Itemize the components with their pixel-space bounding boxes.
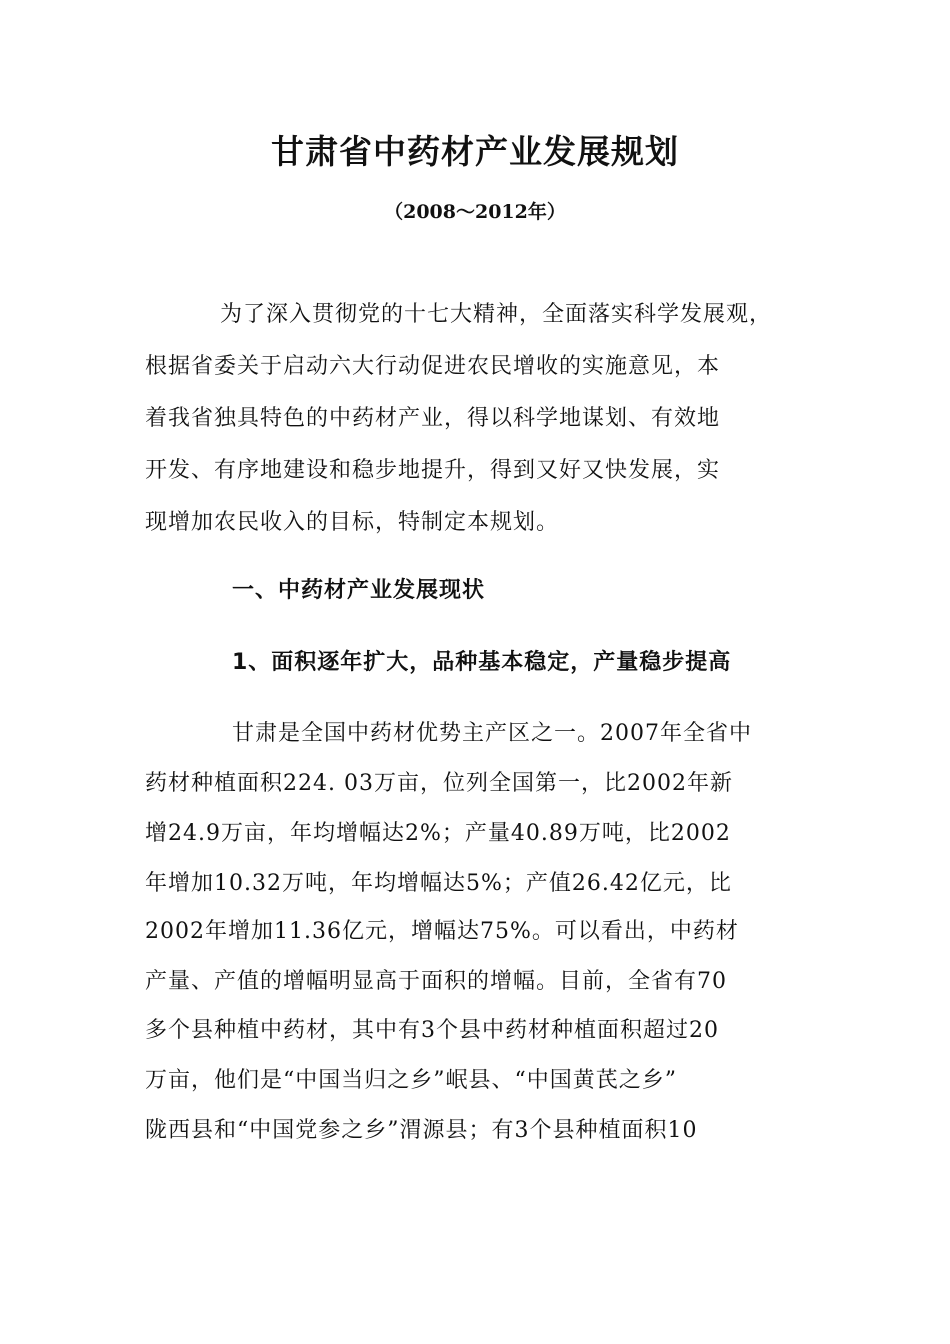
intro-line-1: 为了深入贯彻党的十七大精神，全面落实科学发展观， <box>220 302 773 327</box>
intro-line-5: 现增加农民收入的目标，特制定本规划。 <box>145 510 560 535</box>
body-line-8: 万亩，他们是“中国当归之乡”岷县、“中国黄芪之乡” <box>145 1068 677 1093</box>
body-line-7: 多个县种植中药材，其中有3个县中药材种植面积超过20 <box>145 1018 719 1043</box>
intro-line-4: 开发、有序地建设和稳步地提升，得到又好又快发展，实 <box>145 458 721 483</box>
body-line-1: 甘肃是全国中药材优势主产区之一。2007年全省中 <box>232 721 752 746</box>
body-line-5: 2002年增加11.36亿元，增幅达75%。可以看出，中药材 <box>145 919 739 944</box>
intro-line-3: 着我省独具特色的中药材产业，得以科学地谋划、有效地 <box>145 406 721 431</box>
body-line-6: 产量、产值的增幅明显高于面积的增幅。目前，全省有70 <box>145 969 727 994</box>
document-subtitle: （2008～2012年） <box>384 201 566 223</box>
body-line-4: 年增加10.32万吨，年均增幅达5%；产值26.42亿元，比 <box>145 871 732 896</box>
body-line-2: 药材种植面积224. 03万亩，位列全国第一，比2002年新 <box>145 771 733 796</box>
document-title: 甘肃省中药材产业发展规划 <box>271 132 679 171</box>
section-heading: 一、中药材产业发展现状 <box>232 578 486 603</box>
subsection-heading: 1、面积逐年扩大，品种基本稳定，产量稳步提高 <box>232 650 732 675</box>
body-line-9: 陇西县和“中国党参之乡”渭源县；有3个县种植面积10 <box>145 1118 698 1143</box>
body-line-3: 增24.9万亩，年均增幅达2%；产量40.89万吨，比2002 <box>145 821 731 846</box>
intro-line-2: 根据省委关于启动六大行动促进农民增收的实施意见，本 <box>145 354 721 379</box>
